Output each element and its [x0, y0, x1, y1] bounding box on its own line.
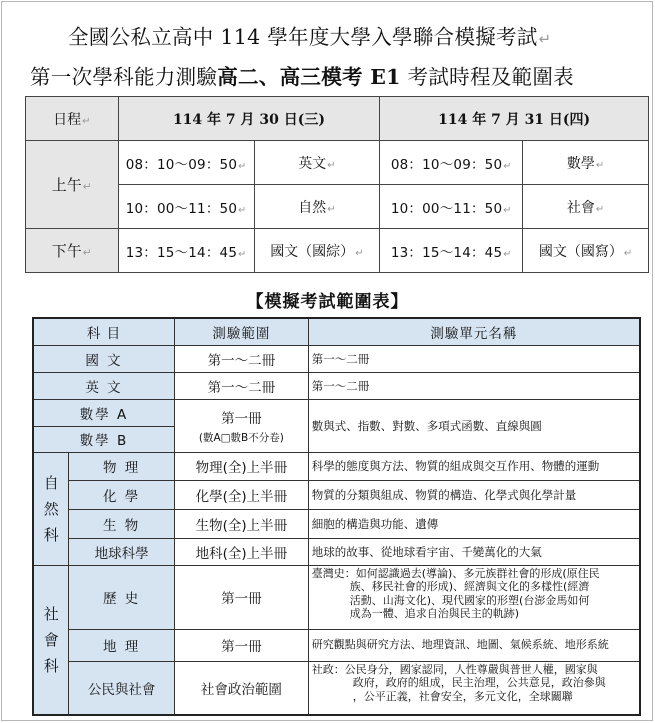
subject-cell: 社會↵: [523, 185, 649, 229]
paragraph-mark-icon: ↵: [503, 204, 512, 216]
table-row: [33, 661, 640, 715]
schedule-row: [26, 141, 649, 185]
paragraph-mark-icon: ↵: [238, 160, 247, 172]
units-cell: 第一～二冊: [308, 345, 640, 372]
scope-column-header: 測驗範圍: [174, 318, 308, 345]
title-line-1: 全國公私立高中 114 學年度大學入學聯合模擬考試↵: [68, 25, 552, 49]
subject-cell: 英文↵: [254, 141, 380, 185]
subject-earth-science: 地球科學: [69, 538, 175, 565]
paragraph-mark-icon: ↵: [82, 180, 92, 193]
units-cell: 數與式、指數、對數、多項式函數、直線與圓: [308, 399, 640, 452]
time-cell: 08：10～09：50↵: [380, 141, 523, 185]
table-row: [33, 372, 640, 399]
exam-range-table: [32, 317, 641, 716]
scope-cell: 物理(全)上半冊: [174, 452, 308, 480]
table-row: [33, 399, 640, 426]
time-cell: 10：00～11：50↵: [380, 185, 523, 229]
exam-schedule-table: [25, 96, 649, 273]
subject-civics: 公民與社會: [69, 661, 175, 715]
scope-cell: 社會政治範圍: [174, 661, 308, 715]
science-group-char: 科: [43, 525, 59, 544]
paragraph-mark-icon: ↵: [503, 248, 512, 260]
subject-math-a: 數學 A: [33, 399, 174, 426]
subject-cell: 國文（國寫）↵: [523, 229, 649, 273]
title-line-2: 第一次學科能力測驗高二、高三模考 E1 考試時程及範圍表: [30, 65, 574, 89]
paragraph-mark-icon: ↵: [595, 203, 605, 215]
am-label: 上午↵: [26, 141, 119, 229]
units-cell: 地球的故事、從地球看宇宙、千變萬化的大氣: [308, 538, 640, 565]
scope-cell: 化學(全)上半冊: [174, 480, 308, 509]
paragraph-mark-icon: ↵: [82, 115, 91, 127]
paragraph-mark-icon: ↵: [623, 247, 633, 259]
table-row: [33, 629, 640, 661]
subject-cell: 自然↵: [254, 185, 380, 229]
units-cell: 臺灣史：如何認識過去(導論)、多元族群社會的形成(原住民 族、移民社會的形成)、經濟與文化的多樣性(經濟 活動、山海文化)、現代國家的形塑(台澎金馬如何 成為一體、追求自治與民主的軌跡): [308, 565, 640, 629]
paragraph-mark-icon: ↵: [82, 246, 92, 259]
scope-cell: 第一冊: [174, 629, 308, 661]
range-header-row: [33, 318, 640, 345]
paragraph-mark-icon: ↵: [327, 203, 336, 215]
units-cell: 社政：公民身分，國家認同，人性尊嚴與普世人權，國家與 政府，政府的組成，民主治理，公共意見，政治參與 ，公平正義，社會安全，多元文化，全球關聯: [308, 661, 640, 715]
schedule-head-label: 日程↵: [26, 97, 119, 141]
science-group-label: [33, 452, 69, 565]
paragraph-mark-icon: ↵: [238, 248, 247, 260]
range-table-title: 【模擬考試範圍表】: [246, 292, 409, 312]
schedule-row: [26, 185, 649, 229]
math-scope-cell: 第一冊 (數A□數B不分卷): [174, 399, 308, 452]
paragraph-mark-icon: ↵: [503, 160, 512, 172]
units-cell: 研究觀點與研究方法、地理資訊、地圖、氣候系統、地形系統: [308, 629, 640, 661]
paragraph-mark-icon: ↵: [238, 204, 247, 216]
paragraph-mark-icon: ↵: [355, 247, 364, 259]
table-row: [33, 538, 640, 565]
pm-label: 下午↵: [26, 229, 119, 273]
scope-cell: 第一～二冊: [174, 372, 308, 399]
subject-english: 英 文: [33, 372, 174, 399]
science-group-char: 然: [43, 499, 59, 518]
schedule-header-row: [26, 97, 649, 141]
scope-cell: 地科(全)上半冊: [174, 538, 308, 565]
math-note: (數A□數B不分卷): [198, 431, 284, 444]
scope-cell: 第一冊: [174, 565, 308, 629]
time-cell: 13：15～14：45↵: [118, 229, 254, 273]
subject-physics: 物 理: [69, 452, 175, 480]
paragraph-mark-icon: ↵: [595, 159, 605, 171]
units-cell: 第一～二冊: [308, 372, 640, 399]
day2-header: 114 年 7 月 31 日(四): [380, 97, 649, 141]
day1-header: 114 年 7 月 30 日(三): [118, 97, 380, 141]
paragraph-mark-icon: ↵: [538, 31, 552, 48]
subject-math-b: 數學 B: [33, 426, 174, 452]
subject-cell: 國文（國綜）↵: [254, 229, 380, 273]
subject-chinese: 國 文: [33, 345, 174, 372]
science-group-char: 自: [43, 473, 59, 492]
time-cell: 10：00～11：50↵: [118, 185, 254, 229]
paragraph-mark-icon: ↵: [327, 159, 336, 171]
units-cell: 細胞的構造與功能、遺傳: [308, 509, 640, 538]
scope-cell: 第一～二冊: [174, 345, 308, 372]
subject-cell: 數學↵: [523, 141, 649, 185]
social-group-char: 社: [43, 604, 59, 623]
subject-biology: 生 物: [69, 509, 175, 538]
schedule-row: [26, 229, 649, 273]
units-cell: 物質的分類與組成、物質的構造、化學式與化學計量: [308, 480, 640, 509]
subject-history: 歷 史: [69, 565, 175, 629]
units-cell: 科學的態度與方法、物質的組成與交互作用、物體的運動: [308, 452, 640, 480]
social-group-label: [33, 565, 69, 715]
scope-cell: 生物(全)上半冊: [174, 509, 308, 538]
time-cell: 08：10～09：50↵: [118, 141, 254, 185]
subject-geography: 地 理: [69, 629, 175, 661]
table-row: [33, 480, 640, 509]
table-row: [33, 565, 640, 629]
units-column-header: 測驗單元名稱: [308, 318, 640, 345]
social-group-char: 科: [43, 656, 59, 675]
social-group-char: 會: [43, 630, 59, 649]
table-row: [33, 509, 640, 538]
table-row: [33, 452, 640, 480]
subject-chemistry: 化 學: [69, 480, 175, 509]
subject-column-header: 科 目: [33, 318, 174, 345]
table-row: [33, 345, 640, 372]
time-cell: 13：15～14：45↵: [380, 229, 523, 273]
